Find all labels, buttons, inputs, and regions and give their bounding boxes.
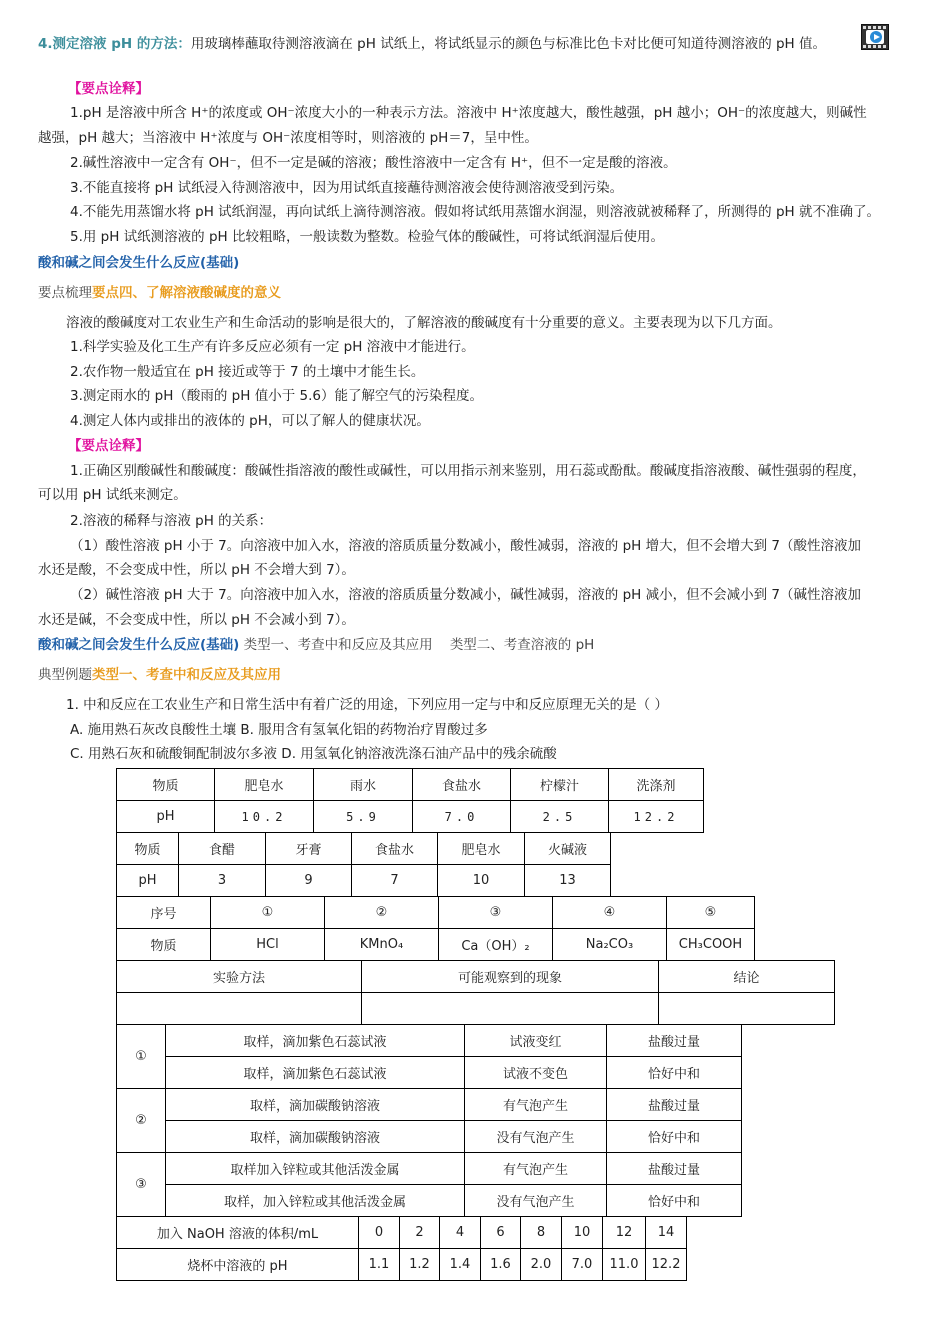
- notes-1-p1-line2: 越强，pH 越大；当溶液中 H⁺浓度与 OH⁻浓度相等时，则溶液的 pH＝7，呈中性。: [38, 130, 538, 146]
- notes-2-p1-line1: 1.正确区别酸碱性和酸碱度：酸碱性指溶液的酸性或碱性，可以用指示剂来鉴别，用石蕊或酚酞。酸碱度指溶液酸、碱性强弱的程度，: [70, 463, 866, 479]
- table-cell: 11.0: [603, 1249, 646, 1281]
- examples-title: 类型一、考查中和反应及其应用: [92, 667, 281, 683]
- table-cell: 1.2: [400, 1249, 440, 1281]
- table-cell: 序号: [117, 897, 211, 929]
- table-cell: Ca（OH）₂: [439, 929, 553, 961]
- table-row: [117, 1121, 742, 1153]
- table-cell: 2: [400, 1217, 440, 1249]
- table-cell: 柠檬汁: [511, 769, 609, 801]
- notes-1-p3: 3.不能直接将 pH 试纸浸入待测溶液中，因为用试纸直接蘸待测溶液会使待测溶液受到污染。: [70, 180, 624, 196]
- table-cell: 盐酸过量: [607, 1089, 742, 1121]
- table-cell: ④: [553, 897, 667, 929]
- table-cell: 7.0: [413, 801, 511, 833]
- question-options-cd: C. 用熟石灰和硫酸铜配制波尔多液 D. 用氢氧化钠溶液洗涤石油产品中的残余硫酸: [70, 746, 557, 762]
- ph-table-1: [116, 768, 704, 833]
- table-cell: ③: [439, 897, 553, 929]
- table-cell: 结论: [659, 961, 835, 993]
- table-cell: 物质: [117, 769, 215, 801]
- table-cell: 10.2: [215, 801, 314, 833]
- meaning-item-1: 1.科学实验及化工生产有许多反应必须有一定 pH 溶液中才能进行。: [70, 339, 475, 355]
- table-cell: 取样，加入锌粒或其他活泼金属: [166, 1185, 465, 1217]
- section-4-heading: 4.测定溶液 pH 的方法：: [38, 36, 191, 52]
- table-cell: 12.2: [609, 801, 704, 833]
- table-row: [117, 897, 755, 929]
- table-row: [117, 865, 611, 897]
- table-cell: 14: [646, 1217, 687, 1249]
- table-cell: 有气泡产生: [465, 1153, 607, 1185]
- table-cell: KMnO₄: [325, 929, 439, 961]
- notes-2-p1-line2: 可以用 pH 试纸来测定。: [38, 487, 187, 503]
- table-row: [117, 1217, 687, 1249]
- table-row: [117, 993, 835, 1025]
- table-cell: 3: [179, 865, 266, 897]
- table-cell: 火碱液: [525, 833, 611, 865]
- link-type-2[interactable]: 类型二、考查溶液的 pH: [449, 637, 595, 653]
- point-4-title: 要点四、了解溶液酸碱度的意义: [92, 285, 281, 301]
- table-cell: 取样，滴加碳酸钠溶液: [166, 1089, 465, 1121]
- meaning-item-4: 4.测定人体内或排出的液体的 pH，可以了解人的健康状况。: [70, 413, 430, 429]
- notes-2-p4-line2: 水还是碱，不会变成中性，所以 pH 不会减小到 7）。: [38, 612, 355, 628]
- table-cell: 实验方法: [117, 961, 362, 993]
- table-cell: ②: [325, 897, 439, 929]
- table-cell: 牙膏: [266, 833, 352, 865]
- links-row: [38, 635, 594, 655]
- video-play-icon[interactable]: [861, 24, 889, 50]
- link-acid-base-reaction[interactable]: 酸和碱之间会发生什么反应(基础): [38, 255, 240, 271]
- examples-prefix: 典型例题: [38, 667, 92, 683]
- table-cell: [117, 993, 362, 1025]
- table-cell: 可能观察到的现象: [362, 961, 659, 993]
- table-cell: 食盐水: [352, 833, 438, 865]
- table-cell: pH: [117, 865, 179, 897]
- table-cell: 肥皂水: [438, 833, 525, 865]
- notes-1-p1-line1: 1.pH 是溶液中所含 H⁺的浓度或 OH⁻浓度大小的一种表示方法。溶液中 H⁺浓度越大，酸性越强，pH 越小；OH⁻的浓度越大，则碱性: [70, 105, 867, 121]
- table-cell: 洗涤剂: [609, 769, 704, 801]
- table-row: [117, 961, 835, 993]
- table-cell: 恰好中和: [607, 1121, 742, 1153]
- table-cell: [362, 993, 659, 1025]
- table-cell: 盐酸过量: [607, 1153, 742, 1185]
- table-cell: Na₂CO₃: [553, 929, 667, 961]
- notes-2-p4-line1: （2）碱性溶液 pH 大于 7。向溶液中加入水，溶液的溶质质量分数减小，碱性减弱，溶液的 pH 减小，但不会减小到 7（碱性溶液加: [70, 587, 861, 603]
- table-cell: HCl: [211, 929, 325, 961]
- table-row: [117, 1153, 742, 1185]
- table-cell: 物质: [117, 833, 179, 865]
- table-cell: 取样加入锌粒或其他活泼金属: [166, 1153, 465, 1185]
- table-cell: 恰好中和: [607, 1057, 742, 1089]
- table-row: [117, 929, 755, 961]
- table-cell: ⑤: [667, 897, 755, 929]
- table-cell: 取样，滴加紫色石蕊试液: [166, 1025, 465, 1057]
- substance-table: [116, 896, 755, 961]
- table-cell: 7.0: [562, 1249, 603, 1281]
- table-cell: ①: [211, 897, 325, 929]
- table-cell: 食盐水: [413, 769, 511, 801]
- table-cell: 2.0: [521, 1249, 562, 1281]
- section-4-line: [38, 34, 826, 54]
- table-cell: CH₃COOH: [667, 929, 755, 961]
- table-cell: 试液变红: [465, 1025, 607, 1057]
- table-row: [117, 1089, 742, 1121]
- point-4-line: [38, 283, 281, 303]
- question-stem: 1. 中和反应在工农业生产和日常生活中有着广泛的用途，下列应用一定与中和反应原理无关的是（ ）: [66, 697, 668, 713]
- ph-table-2: [116, 832, 611, 897]
- notes-2-title: 【要点诠释】: [68, 438, 149, 454]
- table-row: [117, 769, 704, 801]
- table-row: [117, 801, 704, 833]
- table-cell: 有气泡产生: [465, 1089, 607, 1121]
- table-cell: 10: [562, 1217, 603, 1249]
- notes-1-title: 【要点诠释】: [68, 81, 149, 97]
- meaning-intro: 溶液的酸碱度对工农业生产和生命活动的影响是很大的，了解溶液的酸碱度有十分重要的意义。主要表现为以下几方面。: [66, 315, 782, 331]
- table-cell: 加入 NaOH 溶液的体积/mL: [117, 1217, 359, 1249]
- table-cell: 12.2: [646, 1249, 687, 1281]
- table-cell: 取样，滴加碳酸钠溶液: [166, 1121, 465, 1153]
- notes-2-p3-line2: 水还是酸，不会变成中性，所以 pH 不会增大到 7）。: [38, 562, 355, 578]
- table-row: [117, 1057, 742, 1089]
- group-label: ①: [117, 1025, 166, 1089]
- table-cell: 肥皂水: [215, 769, 314, 801]
- table-cell: 盐酸过量: [607, 1025, 742, 1057]
- table-cell: 12: [603, 1217, 646, 1249]
- table-cell: 7: [352, 865, 438, 897]
- table-row: [117, 1249, 687, 1281]
- table-cell: 没有气泡产生: [465, 1121, 607, 1153]
- examples-line: [38, 665, 281, 685]
- titration-table: [116, 1216, 687, 1281]
- notes-1-p2: 2.碱性溶液中一定含有 OH⁻，但不一定是碱的溶液；酸性溶液中一定含有 H⁺，但不一定是酸的溶液。: [70, 155, 677, 171]
- table-cell: 0: [359, 1217, 400, 1249]
- table-cell: 物质: [117, 929, 211, 961]
- table-cell: 8: [521, 1217, 562, 1249]
- link-type-1[interactable]: 类型一、考查中和反应及其应用: [243, 637, 433, 653]
- table-row: [117, 833, 611, 865]
- table-cell: 4: [440, 1217, 481, 1249]
- table-cell: 雨水: [314, 769, 413, 801]
- experiment-results-table: [116, 1024, 742, 1217]
- meaning-item-3: 3.测定雨水的 pH（酸雨的 pH 值小于 5.6）能了解空气的污染程度。: [70, 388, 483, 404]
- table-row: [117, 1025, 742, 1057]
- meaning-item-2: 2.农作物一般适宜在 pH 接近或等于 7 的土壤中才能生长。: [70, 364, 425, 380]
- experiment-table-blank: [116, 960, 835, 1025]
- table-cell: 6: [481, 1217, 521, 1249]
- table-cell: 13: [525, 865, 611, 897]
- table-cell: 1.4: [440, 1249, 481, 1281]
- table-cell: 没有气泡产生: [465, 1185, 607, 1217]
- notes-1-p5: 5.用 pH 试纸测溶液的 pH 比较粗略，一般读数为整数。检验气体的酸碱性，可将试纸润湿后使用。: [70, 229, 664, 245]
- notes-2-p3-line1: （1）酸性溶液 pH 小于 7。向溶液中加入水，溶液的溶质质量分数减小，酸性减弱，溶液的 pH 增大，但不会增大到 7（酸性溶液加: [70, 538, 861, 554]
- link-acid-base-reaction-2[interactable]: 酸和碱之间会发生什么反应(基础): [38, 637, 240, 653]
- table-cell: 食醋: [179, 833, 266, 865]
- table-cell: 10: [438, 865, 525, 897]
- table-cell: 试液不变色: [465, 1057, 607, 1089]
- table-cell: 烧杯中溶液的 pH: [117, 1249, 359, 1281]
- point-4-prefix: 要点梳理: [38, 285, 92, 301]
- table-cell: pH: [117, 801, 215, 833]
- table-cell: 取样，滴加紫色石蕊试液: [166, 1057, 465, 1089]
- table-cell: 恰好中和: [607, 1185, 742, 1217]
- table-cell: 1.6: [481, 1249, 521, 1281]
- table-cell: [659, 993, 835, 1025]
- group-label: ③: [117, 1153, 166, 1217]
- group-label: ②: [117, 1089, 166, 1153]
- table-cell: 5.9: [314, 801, 413, 833]
- notes-2-p2: 2.溶液的稀释与溶液 pH 的关系：: [70, 513, 273, 529]
- table-cell: 9: [266, 865, 352, 897]
- table-row: [117, 1185, 742, 1217]
- table-cell: 2.5: [511, 801, 609, 833]
- notes-1-p4: 4.不能先用蒸馏水将 pH 试纸润湿，再向试纸上滴待测溶液。假如将试纸用蒸馏水润湿，则溶液就被稀释了，所测得的 pH 就不准确了。: [70, 204, 880, 220]
- section-4-body: 用玻璃棒蘸取待测溶液滴在 pH 试纸上，将试纸显示的颜色与标准比色卡对比便可知道待测溶液的 pH 值。: [190, 36, 826, 52]
- table-cell: 1.1: [359, 1249, 400, 1281]
- question-options-ab: A. 施用熟石灰改良酸性土壤 B. 服用含有氢氧化铝的药物治疗胃酸过多: [70, 722, 488, 738]
